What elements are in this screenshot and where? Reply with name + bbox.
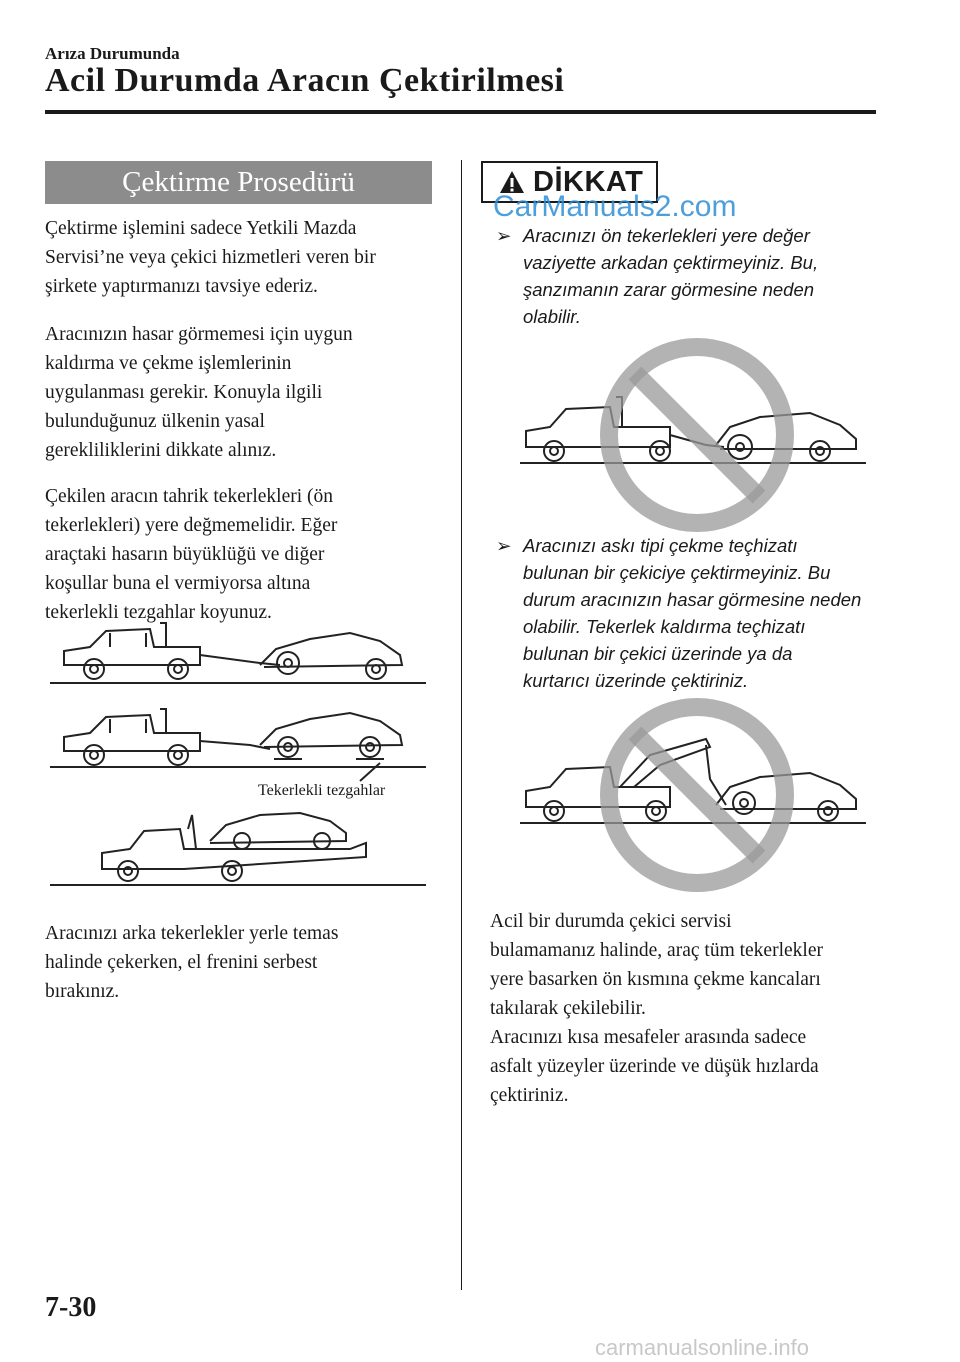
caution-item-2 bbox=[496, 532, 913, 694]
text-line: kaldırma ve çekme işlemlerinin bbox=[45, 353, 292, 374]
paragraph-end bbox=[490, 907, 885, 1110]
paragraph-4 bbox=[45, 919, 440, 1006]
text-line: gerekliliklerini dikkate alınız. bbox=[45, 440, 277, 461]
paragraph-3 bbox=[45, 482, 440, 627]
text-line: uygulanması gerekir. Konuyla ilgili bbox=[45, 382, 323, 403]
dolly-label: Tekerlekli tezgahlar bbox=[258, 782, 386, 799]
flatbed-tow-illustration bbox=[50, 805, 430, 890]
text-line: kurtarıcı üzerinde çektiriniz. bbox=[523, 670, 749, 691]
column-divider bbox=[461, 160, 462, 1290]
text-line: Aracınızı arka tekerlekler yerle temas bbox=[45, 923, 339, 944]
text-line: araçtaki hasarın büyüklüğü ve diğer bbox=[45, 544, 325, 565]
text-line: tekerlekli tezgahlar koyunuz. bbox=[45, 602, 272, 623]
wheel-lift-tow-illustration bbox=[50, 615, 430, 690]
prohibited-rear-tow-illustration bbox=[510, 335, 870, 535]
text-line: koşullar buna el vermiyorsa altına bbox=[45, 573, 311, 594]
text-line: olabilir. bbox=[523, 306, 581, 327]
text-line: Acil bir durumda çekici servisi bbox=[490, 911, 732, 932]
text-line: Aracınızı askı tipi çekme teçhizatı bbox=[523, 535, 798, 556]
text-line: bulunan bir çekici üzerinde ya da bbox=[523, 643, 793, 664]
text-line: çektiriniz. bbox=[490, 1085, 569, 1106]
paragraph-2 bbox=[45, 320, 440, 465]
text-line: Aracınızın hasar görmemesi için uygun bbox=[45, 324, 353, 345]
text-line: Çektirme işlemini sadece Yetkili Mazda bbox=[45, 218, 357, 239]
text-line: şirkete yaptırmanızı tavsiye ederiz. bbox=[45, 276, 318, 297]
text-line: şanzımanın zarar görmesine neden bbox=[523, 279, 815, 300]
prohibited-sling-tow-illustration bbox=[510, 695, 870, 895]
text-line: olabilir. Tekerlek kaldırma teçhizatı bbox=[523, 616, 806, 637]
text-line: bulunan bir çekiciye çektirmeyiniz. Bu bbox=[523, 562, 831, 583]
text-line: halinde çekerken, el frenini serbest bbox=[45, 952, 318, 973]
text-line: bulamamanız halinde, araç tüm tekerlekler bbox=[490, 940, 823, 961]
text-line: Çekilen aracın tahrik tekerlekleri (ön bbox=[45, 486, 334, 507]
caution-item-1 bbox=[496, 222, 913, 330]
header-rule bbox=[45, 110, 876, 114]
text-line: Aracınızı kısa mesafeler arasında sadece bbox=[490, 1027, 807, 1048]
caution-label: DİKKAT bbox=[533, 165, 644, 198]
watermark-text: CarManuals2.com bbox=[493, 190, 737, 223]
section-label: Arıza Durumunda bbox=[45, 44, 180, 63]
text-line: yere basarken ön kısmına çekme kancaları bbox=[490, 969, 821, 990]
text-line: Aracınızı ön tekerlekleri yere değer bbox=[523, 225, 810, 246]
text-line: tekerlekleri) yere değmemelidir. Eğer bbox=[45, 515, 338, 536]
text-line: asfalt yüzeyler üzerinde ve düşük hızlarda bbox=[490, 1056, 819, 1077]
text-line: takılarak çekilebilir. bbox=[490, 998, 646, 1019]
chapter-title: Acil Durumda Aracın Çektirilmesi bbox=[45, 62, 565, 99]
text-line: durum aracınızın hasar görmesine neden bbox=[523, 589, 862, 610]
prohibited-sign-icon bbox=[609, 347, 785, 523]
prohibited-sign-icon bbox=[609, 707, 785, 883]
text-line: Servisi’ne veya çekici hizmetleri veren bir bbox=[45, 247, 376, 268]
arrow-bullet-icon: ➢ bbox=[496, 225, 512, 246]
footer-site-link[interactable]: carmanualsonline.info bbox=[595, 1335, 810, 1360]
wheel-dolly-tow-illustration bbox=[50, 705, 430, 775]
text-line: bırakınız. bbox=[45, 981, 120, 1002]
section-banner: Çektirme Prosedürü bbox=[45, 161, 432, 204]
page-number: 7-30 bbox=[45, 1292, 97, 1323]
text-line: bulunduğunuz ülkenin yasal bbox=[45, 411, 265, 432]
text-line: vaziyette arkadan çektirmeyiniz. Bu, bbox=[523, 252, 819, 273]
arrow-bullet-icon: ➢ bbox=[496, 535, 512, 556]
paragraph-1 bbox=[45, 214, 440, 301]
